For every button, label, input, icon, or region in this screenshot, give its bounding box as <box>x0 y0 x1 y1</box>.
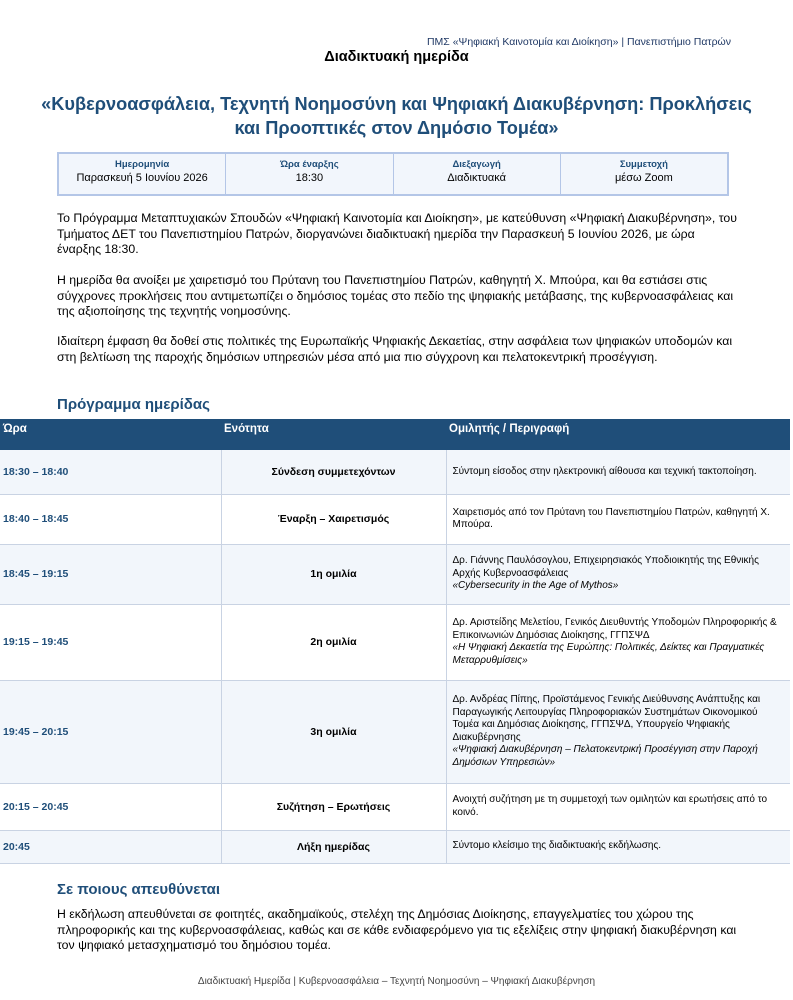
column-header-speaker: Ομιλητής / Περιγραφή <box>446 419 790 450</box>
row-desc-text: Δρ. Αριστείδης Μελετίου, Γενικός Διευθυντής Υποδομών Πληροφορικής & Επικοινωνιών Δημόσιας Διοίκησης, ΓΓΠΣΨΔ <box>452 617 777 641</box>
info-value: Παρασκευή 5 Ιουνίου 2026 <box>76 172 208 184</box>
row-description <box>446 544 790 604</box>
event-info-table <box>57 152 729 196</box>
table-row <box>0 494 790 544</box>
document-type: Διαδικτυακή ημερίδα <box>324 49 469 65</box>
info-label: Ώρα έναρξης <box>280 159 339 170</box>
audience-heading: Σε ποιους απευθύνεται <box>57 881 221 898</box>
row-time: 18:45 – 19:15 <box>0 544 221 604</box>
row-time: 18:30 – 18:40 <box>0 450 221 494</box>
row-time: 19:45 – 20:15 <box>0 680 221 783</box>
row-unit: 3η ομιλία <box>221 680 446 783</box>
row-time: 19:15 – 19:45 <box>0 604 221 680</box>
row-description <box>446 783 790 830</box>
row-description <box>446 604 790 680</box>
info-mode <box>393 154 560 194</box>
page-footer: Διαδικτυακή Ημερίδα | Κυβερνοασφάλεια – Τεχνητή Νοημοσύνη – Ψηφιακή Διακυβέρνηση <box>197 976 596 987</box>
row-unit: 2η ομιλία <box>221 604 446 680</box>
intro-paragraph: Η ημερίδα θα ανοίξει με χαιρετισμό του Πρύτανη του Πανεπιστημίου Πατρών, καθηγητή Χ. Μπούρα, και θα εστιάσει στις σύγχρονες προκλήσεις που αντιμετωπίζει ο δημόσιος τομέας στο πεδίο της ψηφιακής μετάβασης, της κυβερνοασφάλειας και της αξιοποίησης της τεχνητής νοημοσύνης. <box>57 273 734 318</box>
table-row <box>0 544 790 604</box>
audience-paragraph: Η εκδήλωση απευθύνεται σε φοιτητές, ακαδημαϊκούς, στελέχη της Δημόσιας Διοίκησης, επαγγελματίες του χώρου της πληροφορικής και της κυβερνοασφάλειας, καθώς και σε κάθε ενδιαφερόμενο για τις εξελίξεις στην ψηφιακή διακυβέρνηση και τον ψηφιακό μετασχηματισμό του δημόσιου τομέα. <box>57 907 737 952</box>
row-desc-text: Χαιρετισμός από τον Πρύτανη του Πανεπιστημίου Πατρών, καθηγητή Χ. Μπούρα. <box>452 506 770 530</box>
info-label: Ημερομηνία <box>115 159 170 170</box>
row-unit: Λήξη ημερίδας <box>221 830 446 863</box>
talk-title: «Ψηφιακή Διακυβέρνηση – Πελατοκεντρική Προσέγγιση στην Παροχή Δημόσιων Υπηρεσιών» <box>452 744 758 768</box>
schedule-heading: Πρόγραμμα ημερίδας <box>57 396 210 413</box>
info-value: Διαδικτυακά <box>447 172 506 184</box>
info-label: Διεξαγωγή <box>452 159 501 170</box>
row-unit: 1η ομιλία <box>221 544 446 604</box>
table-row <box>0 604 790 680</box>
row-unit: Έναρξη – Χαιρετισμός <box>221 494 446 544</box>
row-desc-text: Ανοιχτή συζήτηση με τη συμμετοχή των ομιλητών και ερωτήσεις από το κοινό. <box>452 794 768 818</box>
intro-paragraph: Ιδιαίτερη έμφαση θα δοθεί στις πολιτικές της Ευρωπαϊκής Ψηφιακής Δεκαετίας, στην ασφάλεια των ψηφιακών υποδομών και στη βελτίωση της παροχής δημόσιων υπηρεσιών μέσα από μια πιο σύγχρονη και πελατοκεντρική προσέγγιση. <box>57 334 733 364</box>
row-time: 20:45 <box>0 830 221 863</box>
intro-paragraph: Το Πρόγραμμα Μεταπτυχιακών Σπουδών «Ψηφιακή Καινοτομία και Διοίκηση», με κατεύθυνση «Ψηφιακή Διακυβέρνηση», του Τμήματος ΔΕΤ του Πανεπιστημίου Πατρών, διοργανώνει διαδικτυακή ημερίδα την Παρασκευή 5 Ιουνίου 2026, με ώρα έναρξης 18:30. <box>57 211 737 256</box>
info-date <box>59 154 225 194</box>
table-row <box>0 450 790 494</box>
row-desc-text: Δρ. Γιάννης Παυλόσογλου, Επιχειρησιακός Υποδιοικητής της Εθνικής Αρχής Κυβερνοασφάλειας <box>452 555 759 579</box>
table-row <box>0 680 790 783</box>
row-desc-text: Δρ. Ανδρέας Πίπης, Προϊστάμενος Γενικής Διεύθυνσης Ανάπτυξης και Παραγωγικής Λειτουργίας Πληροφοριακών Συστημάτων Οικονομικού Τομέα και Δημόσιας Διοίκησης, ΓΓΠΣΨΔ, Υπουργείο Ψηφιακής Διακυβέρνησης <box>452 694 761 743</box>
row-description <box>446 450 790 494</box>
row-time: 20:15 – 20:45 <box>0 783 221 830</box>
row-desc-text: Σύντομη είσοδος στην ηλεκτρονική αίθουσα και τεχνική τακτοποίηση. <box>452 465 757 477</box>
talk-title: «Cybersecurity in the Age of Mythos» <box>452 580 619 592</box>
info-participation <box>560 154 727 194</box>
talk-title: «Η Ψηφιακή Δεκαετία της Ευρώπης: Πολιτικές, Δείκτες και Πραγματικές Μεταρρυθμίσεις» <box>452 642 765 666</box>
event-title: «Κυβερνοασφάλεια, Τεχνητή Νοημοσύνη και Ψηφιακή Διακυβέρνηση: Προκλήσεις και Προοπτικές στον Δημόσιο Τομέα» <box>41 94 752 138</box>
table-row <box>0 830 790 863</box>
info-start-time <box>225 154 392 194</box>
info-label: Συμμετοχή <box>619 159 668 170</box>
info-value: 18:30 <box>295 172 324 184</box>
row-unit: Σύνδεση συμμετεχόντων <box>221 450 446 494</box>
table-row <box>0 783 790 830</box>
column-header-time: Ώρα <box>0 419 221 450</box>
program-header: ΠΜΣ «Ψηφιακή Καινοτομία και Διοίκηση» | Πανεπιστήμιο Πατρών <box>426 36 731 48</box>
schedule-table <box>0 419 790 864</box>
info-value: μέσω Zoom <box>614 172 673 184</box>
row-description <box>446 494 790 544</box>
column-header-unit: Ενότητα <box>221 419 446 450</box>
row-unit: Συζήτηση – Ερωτήσεις <box>221 783 446 830</box>
row-description <box>446 680 790 783</box>
row-desc-text: Σύντομο κλείσιμο της διαδικτυακής εκδήλωσης. <box>452 840 662 852</box>
row-time: 18:40 – 18:45 <box>0 494 221 544</box>
row-description <box>446 830 790 863</box>
schedule-header-row <box>0 419 790 450</box>
